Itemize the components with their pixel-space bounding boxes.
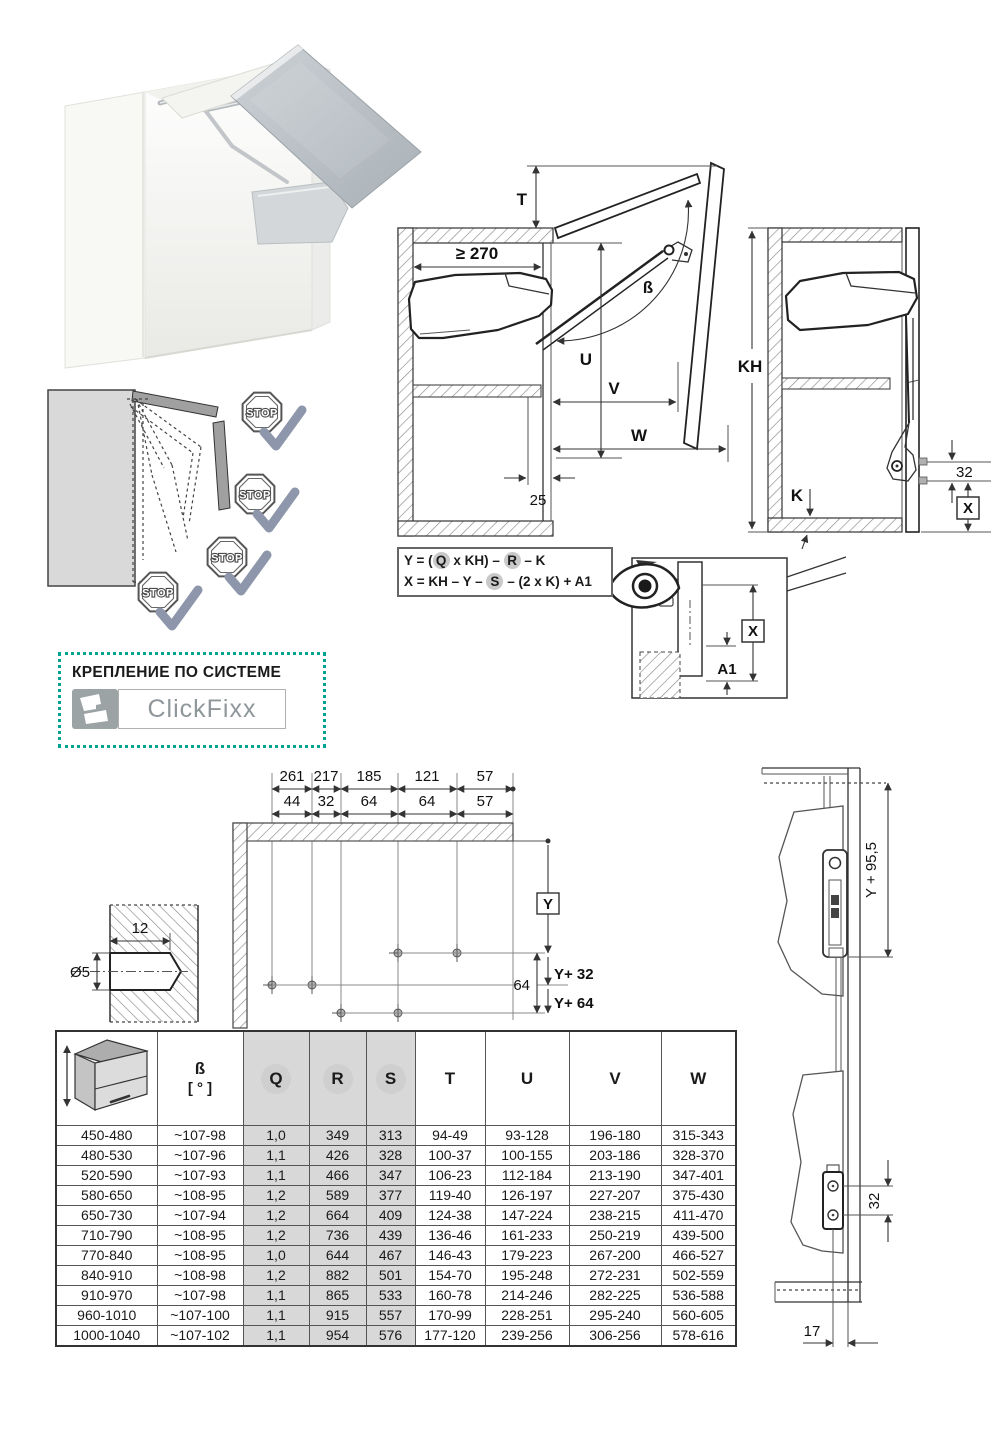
table-cell: 1,2 xyxy=(243,1186,309,1206)
table-cell: 195-248 xyxy=(485,1266,569,1286)
header-w: W xyxy=(661,1031,736,1126)
table-cell: ~108-98 xyxy=(157,1266,243,1286)
table-cell: 282-225 xyxy=(569,1286,661,1306)
stop-positions-diagram xyxy=(48,390,302,626)
stop-sign-icon xyxy=(236,475,275,514)
table-cell: 306-256 xyxy=(569,1326,661,1347)
dim-label-w: W xyxy=(630,426,648,445)
table-cell: 147-224 xyxy=(485,1206,569,1226)
dim-label-k: K xyxy=(790,486,803,505)
var-q-highlight: Q xyxy=(433,552,450,569)
stop-sign-icon xyxy=(243,393,282,432)
table-cell: 1000-1040 xyxy=(56,1326,157,1347)
table-row xyxy=(56,1146,736,1166)
table-cell: 960-1010 xyxy=(56,1306,157,1326)
table-cell: 954 xyxy=(309,1326,366,1347)
table-row xyxy=(56,1126,736,1146)
table-cell: 578-616 xyxy=(661,1326,736,1347)
table-cell: 170-99 xyxy=(415,1306,485,1326)
dimension-table xyxy=(55,1030,737,1347)
table-cell: 196-180 xyxy=(569,1126,661,1146)
dim-label-t: T xyxy=(516,190,527,209)
drill-dim: 32 xyxy=(317,793,335,810)
stop-door-dashed-positions xyxy=(127,399,201,582)
dim-label-64: 64 xyxy=(513,977,530,994)
table-cell: 377 xyxy=(366,1186,415,1206)
table-cell: 347 xyxy=(366,1166,415,1186)
table-row xyxy=(56,1326,736,1347)
stop-label: STOP xyxy=(211,552,243,565)
table-row xyxy=(56,1226,736,1246)
dim-label-y64: Y+ 64 xyxy=(554,995,594,1012)
table-cell: 100-155 xyxy=(485,1146,569,1166)
formula-box xyxy=(397,547,613,597)
table-cell: 214-246 xyxy=(485,1286,569,1306)
stop-sign-icon xyxy=(208,538,247,577)
dim-label-x-boxed: X xyxy=(962,500,974,517)
table-cell: 203-186 xyxy=(569,1146,661,1166)
table-row xyxy=(56,1166,736,1186)
table-cell: 227-207 xyxy=(569,1186,661,1206)
clickfixx-brand: ClickFixx xyxy=(118,689,286,729)
header-t: T xyxy=(415,1031,485,1126)
table-cell: 272-231 xyxy=(569,1266,661,1286)
table-cell: 557 xyxy=(366,1306,415,1326)
dim-label-diameter: Ø5 xyxy=(69,964,90,981)
table-cell: ~107-96 xyxy=(157,1146,243,1166)
table-cell: 328-370 xyxy=(661,1146,736,1166)
table-cell: 450-480 xyxy=(56,1126,157,1146)
header-r: R xyxy=(309,1031,366,1126)
dim-label-y32: Y+ 32 xyxy=(554,966,594,983)
table-cell: 466-527 xyxy=(661,1246,736,1266)
table-cell: 124-38 xyxy=(415,1206,485,1226)
table-cell: 238-215 xyxy=(569,1206,661,1226)
checkmark-icons xyxy=(160,407,302,626)
table-cell: ~108-95 xyxy=(157,1186,243,1206)
table-cell: 589 xyxy=(309,1186,366,1206)
table-cell: 840-910 xyxy=(56,1266,157,1286)
stop-sign-icon xyxy=(139,573,178,612)
dim-label-kh: KH xyxy=(737,357,763,376)
header-q: Q xyxy=(243,1031,309,1126)
dim-label-depth: 12 xyxy=(131,920,149,937)
cabinet-height-icon xyxy=(59,1032,154,1120)
drill-dim: 64 xyxy=(418,793,436,810)
table-cell: 161-233 xyxy=(485,1226,569,1246)
table-cell: 502-559 xyxy=(661,1266,736,1286)
table-cell: 710-790 xyxy=(56,1226,157,1246)
table-cell: ~108-95 xyxy=(157,1246,243,1266)
table-cell: 882 xyxy=(309,1266,366,1286)
var-r-highlight: R xyxy=(504,552,521,569)
header-u: U xyxy=(485,1031,569,1126)
drilling-pattern-diagram xyxy=(233,768,594,1028)
table-cell: 136-46 xyxy=(415,1226,485,1246)
table-cell: 119-40 xyxy=(415,1186,485,1206)
drill-dim: 185 xyxy=(356,768,382,785)
dim-label-x-boxed: X xyxy=(747,623,759,640)
drill-dim: 57 xyxy=(476,768,494,785)
table-cell: ~107-94 xyxy=(157,1206,243,1226)
table-cell: ~108-95 xyxy=(157,1226,243,1246)
table-cell: 536-588 xyxy=(661,1286,736,1306)
table-cell: 1,1 xyxy=(243,1286,309,1306)
dim-label-25: 25 xyxy=(529,492,547,509)
dim-label-min-depth: ≥ 270 xyxy=(455,244,499,263)
table-cell: 328 xyxy=(366,1146,415,1166)
table-cell: 267-200 xyxy=(569,1246,661,1266)
table-cell: 467 xyxy=(366,1246,415,1266)
table-row xyxy=(56,1206,736,1226)
lift-arm xyxy=(536,251,663,344)
drill-dim: 64 xyxy=(360,793,378,810)
table-cell: 313 xyxy=(366,1126,415,1146)
header-s: S xyxy=(366,1031,415,1126)
table-cell: 910-970 xyxy=(56,1286,157,1306)
formula-x: X = KH – Y – S – (2 x K) + A1 xyxy=(404,574,592,589)
stop-label: STOP xyxy=(246,407,278,420)
table-cell: 1,2 xyxy=(243,1266,309,1286)
table-cell: 179-223 xyxy=(485,1246,569,1266)
table-cell: 1,1 xyxy=(243,1326,309,1347)
table-cell: 100-37 xyxy=(415,1146,485,1166)
table-row xyxy=(56,1306,736,1326)
table-cell: 560-605 xyxy=(661,1306,736,1326)
table-cell: 347-401 xyxy=(661,1166,736,1186)
dim-label-a1: A1 xyxy=(717,661,737,678)
drill-dim: 217 xyxy=(313,768,339,785)
angle-label-beta: ß xyxy=(642,278,654,297)
table-cell: 770-840 xyxy=(56,1246,157,1266)
table-cell: 112-184 xyxy=(485,1166,569,1186)
table-cell: ~107-100 xyxy=(157,1306,243,1326)
table-cell: 349 xyxy=(309,1126,366,1146)
table-body xyxy=(56,1126,736,1347)
lower-door-panel xyxy=(684,163,724,449)
table-cell: 239-256 xyxy=(485,1326,569,1347)
open-door-dimension-diagram xyxy=(398,163,728,536)
dim-label-u: U xyxy=(579,350,592,369)
clickfixx-title: КРЕПЛЕНИЕ ПО СИСТЕМЕ xyxy=(72,664,282,681)
table-cell: 160-78 xyxy=(415,1286,485,1306)
eye-detail-diagram xyxy=(609,557,846,698)
table-cell: 146-43 xyxy=(415,1246,485,1266)
table-cell: 439 xyxy=(366,1226,415,1246)
header-v: V xyxy=(569,1031,661,1126)
stop-door-top xyxy=(132,391,218,417)
closed-door-dimension-diagram xyxy=(738,228,991,549)
table-cell: 520-590 xyxy=(56,1166,157,1186)
table-cell: ~107-93 xyxy=(157,1166,243,1186)
drill-hole-detail xyxy=(70,905,198,1022)
drill-holes xyxy=(263,944,466,1022)
table-cell: 466 xyxy=(309,1166,366,1186)
stop-cabinet-body xyxy=(48,390,135,586)
table-cell: 250-219 xyxy=(569,1226,661,1246)
table-cell: 411-470 xyxy=(661,1206,736,1226)
table-cell: 94-49 xyxy=(415,1126,485,1146)
table-header-row xyxy=(56,1031,736,1126)
table-cell: ~107-102 xyxy=(157,1326,243,1347)
table-cell: ~107-98 xyxy=(157,1286,243,1306)
table-cell: 177-120 xyxy=(415,1326,485,1347)
drill-dim: 44 xyxy=(283,793,301,810)
header-cabinet-height xyxy=(56,1031,157,1126)
table-cell: 865 xyxy=(309,1286,366,1306)
side-mounting-view xyxy=(762,768,893,1347)
cabinet-photo xyxy=(65,45,421,368)
dim-label-32: 32 xyxy=(956,464,973,481)
shelf xyxy=(413,385,541,397)
table-cell: 426 xyxy=(309,1146,366,1166)
table-cell: 409 xyxy=(366,1206,415,1226)
table-cell: 1,2 xyxy=(243,1226,309,1246)
lift-mechanism xyxy=(786,272,917,330)
table-cell: 580-650 xyxy=(56,1186,157,1206)
stop-label: STOP xyxy=(142,587,174,600)
table-cell: 315-343 xyxy=(661,1126,736,1146)
table-cell: 915 xyxy=(309,1306,366,1326)
table-cell: ~107-98 xyxy=(157,1126,243,1146)
dim-label-17: 17 xyxy=(803,1323,821,1340)
dim-label-v: V xyxy=(608,379,620,398)
upper-door-panel xyxy=(555,174,700,238)
table-cell: 93-128 xyxy=(485,1126,569,1146)
table-cell: 106-23 xyxy=(415,1166,485,1186)
dim-label-y-boxed: Y xyxy=(542,896,554,913)
table-row xyxy=(56,1286,736,1306)
header-beta: ß [ ° ] xyxy=(157,1031,243,1126)
drill-dim: 57 xyxy=(476,793,494,810)
shelf xyxy=(782,378,890,389)
drill-dim: 261 xyxy=(279,768,305,785)
dim-label-32: 32 xyxy=(866,1192,883,1210)
table-row xyxy=(56,1266,736,1286)
table-cell: 650-730 xyxy=(56,1206,157,1226)
table-cell: 213-190 xyxy=(569,1166,661,1186)
formula-y: Y = ( Q x KH) – R – K xyxy=(404,553,546,568)
clickfixx-mounting-box xyxy=(58,652,326,748)
table-cell: 1,0 xyxy=(243,1246,309,1266)
table-cell: 154-70 xyxy=(415,1266,485,1286)
stop-label: STOP xyxy=(239,489,271,502)
clickfixx-logo-icon xyxy=(72,689,118,729)
var-s-highlight: S xyxy=(486,573,503,590)
table-cell: 533 xyxy=(366,1286,415,1306)
table-cell: 664 xyxy=(309,1206,366,1226)
table-cell: 295-240 xyxy=(569,1306,661,1326)
lift-mechanism xyxy=(409,273,552,338)
photo-left-door xyxy=(65,92,145,368)
table-cell: 736 xyxy=(309,1226,366,1246)
table-cell: 480-530 xyxy=(56,1146,157,1166)
table-cell: 1,2 xyxy=(243,1206,309,1226)
table-cell: 1,1 xyxy=(243,1166,309,1186)
table-row xyxy=(56,1186,736,1206)
table-cell: 1,0 xyxy=(243,1126,309,1146)
stop-door-right xyxy=(213,421,230,510)
table-cell: 126-197 xyxy=(485,1186,569,1206)
table-cell: 1,1 xyxy=(243,1306,309,1326)
table-cell: 576 xyxy=(366,1326,415,1347)
table-cell: 375-430 xyxy=(661,1186,736,1206)
table-cell: 644 xyxy=(309,1246,366,1266)
dim-label-y955: Y + 95,5 xyxy=(863,841,880,899)
table-row xyxy=(56,1246,736,1266)
table-cell: 501 xyxy=(366,1266,415,1286)
table-cell: 439-500 xyxy=(661,1226,736,1246)
drill-dim: 121 xyxy=(414,768,440,785)
table-cell: 1,1 xyxy=(243,1146,309,1166)
table-cell: 228-251 xyxy=(485,1306,569,1326)
